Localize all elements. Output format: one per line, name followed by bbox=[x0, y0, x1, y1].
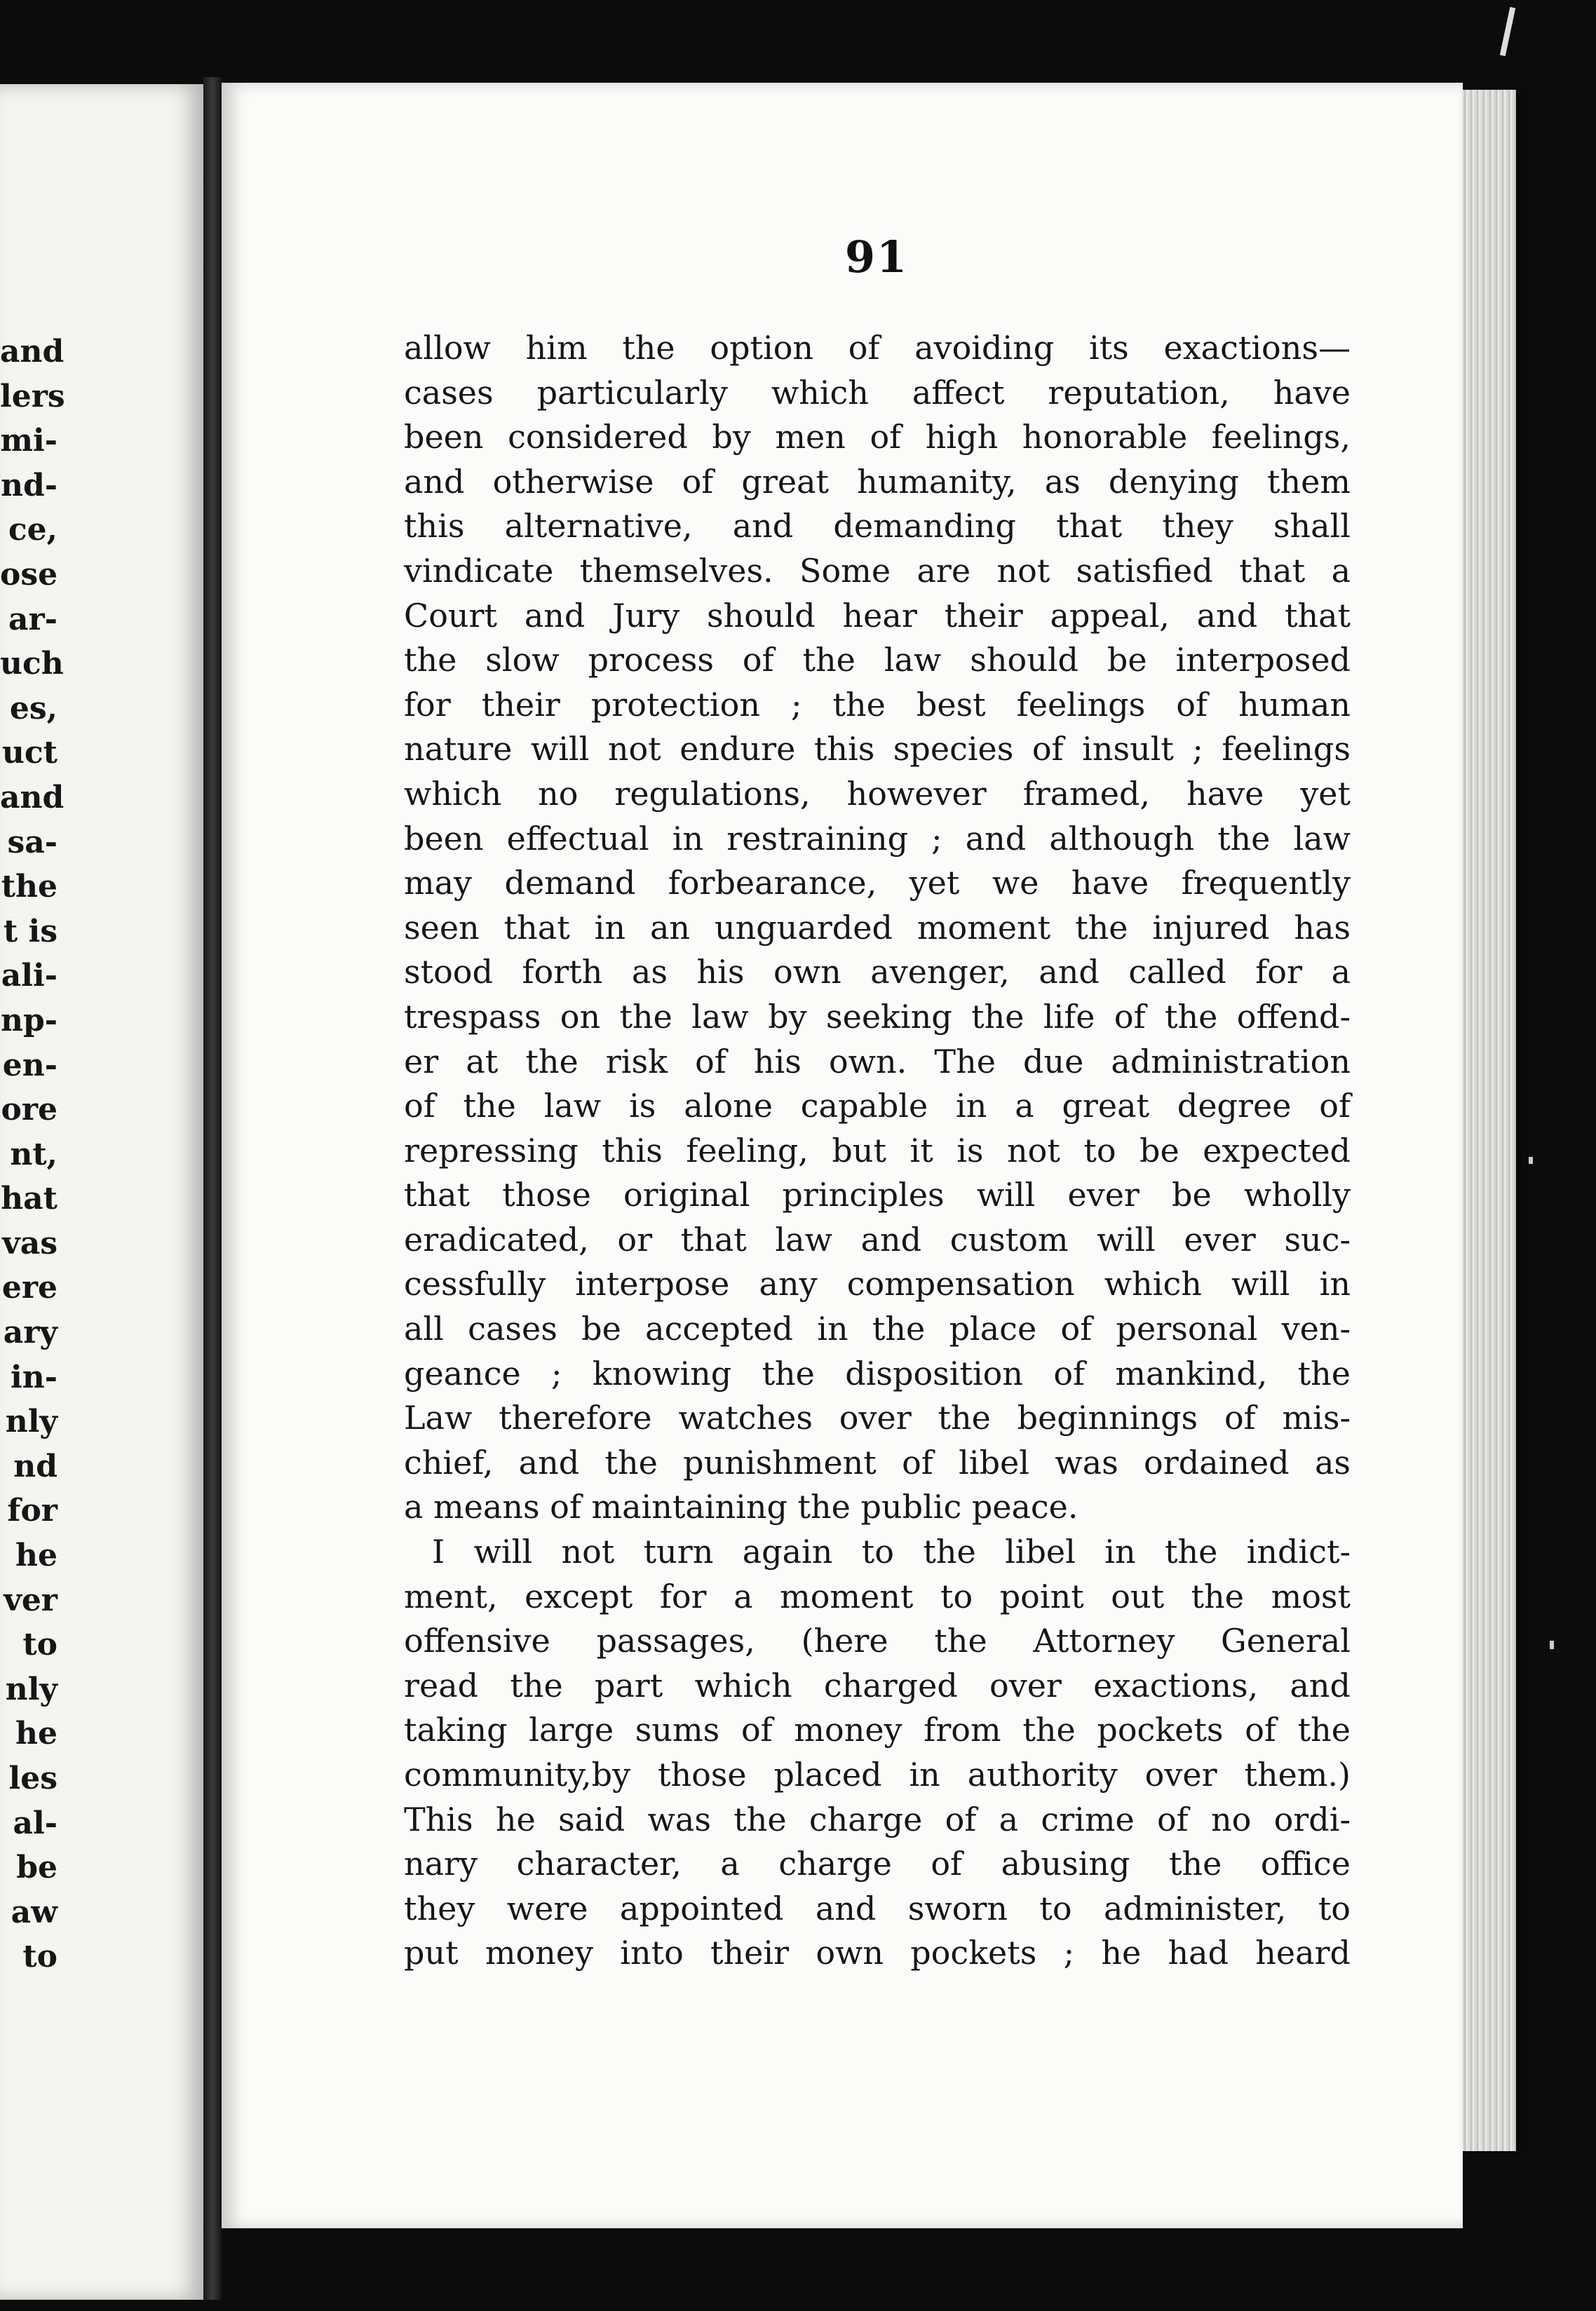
text-line: and otherwise of great humanity, as denying them bbox=[404, 462, 1351, 501]
text-line: cases particularly which affect reputation, have bbox=[404, 373, 1351, 412]
text-line: community,by those placed in authority over them.) bbox=[404, 1756, 1351, 1794]
text-line: cessfully interpose any compensation which will in bbox=[404, 1265, 1351, 1303]
fragment-line: en- bbox=[2, 1047, 58, 1083]
fragment-line: the bbox=[1, 869, 58, 905]
text-line: this alternative, and demanding that they shall bbox=[404, 507, 1351, 545]
text-line: all cases be accepted in the place of personal ven- bbox=[404, 1310, 1351, 1348]
text-line: that those original principles will ever be wholly bbox=[404, 1176, 1351, 1214]
fragment-line: es, bbox=[9, 690, 58, 726]
text-line: been effectual in restraining ; and although the law bbox=[404, 819, 1351, 858]
text-line: may demand forbearance, yet we have frequently bbox=[404, 864, 1351, 902]
fragment-line: aw bbox=[11, 1894, 58, 1930]
text-line: stood forth as his own avenger, and called for a bbox=[404, 953, 1351, 991]
text-line: allow him the option of avoiding its exactions— bbox=[404, 329, 1351, 367]
text-line: they were appointed and sworn to administer, to bbox=[404, 1889, 1351, 1927]
text-line: of the law is alone capable in a great degree of bbox=[404, 1087, 1351, 1125]
fragment-line: lers bbox=[0, 378, 65, 414]
text-line: ment, except for a moment to point out the most bbox=[404, 1577, 1351, 1615]
fragment-line: ali- bbox=[1, 958, 58, 994]
text-line: read the part which charged over exactions, and bbox=[404, 1666, 1351, 1705]
fragment-line: be bbox=[16, 1850, 58, 1886]
text-line: Court and Jury should hear their appeal, and that bbox=[404, 596, 1351, 635]
text-line: eradicated, or that law and custom will ever suc- bbox=[404, 1220, 1351, 1259]
book-gutter bbox=[203, 77, 222, 2300]
fragment-line: np- bbox=[0, 1002, 58, 1038]
text-line: This he said was the charge of a crime of no ordi- bbox=[404, 1800, 1351, 1838]
fragment-line: nd bbox=[13, 1448, 58, 1484]
fragment-line: sa- bbox=[7, 824, 58, 860]
scan-artifact bbox=[1500, 7, 1515, 56]
text-line: geance ; knowing the disposition of mankind, the bbox=[404, 1354, 1351, 1392]
text-line: Law therefore watches over the beginnings of mis- bbox=[404, 1399, 1351, 1437]
fragment-line: for bbox=[7, 1493, 58, 1529]
text-line: seen that in an unguarded moment the injured has bbox=[404, 908, 1351, 947]
text-line: trespass on the law by seeking the life of the offend- bbox=[404, 997, 1351, 1036]
fragment-line: he bbox=[15, 1716, 58, 1752]
text-line: chief, and the punishment of libel was ordained as bbox=[404, 1443, 1351, 1482]
fragment-line: nd- bbox=[0, 467, 58, 503]
text-line: offensive passages, (here the Attorney General bbox=[404, 1622, 1351, 1660]
text-line: a means of maintaining the public peace. bbox=[404, 1488, 1078, 1526]
fragment-line: ary bbox=[3, 1315, 58, 1351]
text-line: put money into their own pockets ; he had heard bbox=[404, 1934, 1351, 1972]
fragment-line: and bbox=[0, 334, 65, 370]
text-line: repressing this feeling, but it is not to be expected bbox=[404, 1131, 1351, 1170]
fragment-line: t is bbox=[3, 913, 58, 949]
fragment-line: ver bbox=[4, 1582, 58, 1618]
facing-page-text-fragments bbox=[0, 330, 65, 1979]
text-line: nary character, a charge of abusing the office bbox=[404, 1845, 1351, 1883]
text-line: been considered by men of high honorable feelings, bbox=[404, 418, 1351, 456]
text-line: nature will not endure this species of insult ; feelings bbox=[404, 730, 1351, 768]
fragment-line: nt, bbox=[10, 1136, 58, 1172]
fragment-line: les bbox=[8, 1761, 58, 1796]
fragment-line: mi- bbox=[0, 423, 58, 459]
fragment-line: uct bbox=[1, 735, 58, 771]
scan-artifact bbox=[1529, 1157, 1533, 1164]
text-line: I will not turn again to the libel in the indict- bbox=[432, 1533, 1351, 1571]
scan-artifact bbox=[1550, 1641, 1554, 1649]
fragment-line: nly bbox=[5, 1671, 58, 1707]
text-line: vindicate themselves. Some are not satisfied that a bbox=[404, 551, 1351, 590]
text-line: taking large sums of money from the pockets of the bbox=[404, 1711, 1351, 1749]
page-edges bbox=[1463, 90, 1516, 2151]
page-number: 91 bbox=[844, 231, 909, 283]
fragment-line: in- bbox=[11, 1359, 58, 1395]
fragment-line: to bbox=[22, 1627, 58, 1663]
fragment-line: uch bbox=[0, 646, 64, 682]
text-line: er at the risk of his own. The due administration bbox=[404, 1042, 1351, 1080]
fragment-line: and bbox=[0, 779, 65, 815]
text-line: for their protection ; the best feelings of human bbox=[404, 685, 1351, 724]
text-line: the slow process of the law should be interposed bbox=[404, 641, 1351, 679]
fragment-line: to bbox=[22, 1939, 58, 1975]
fragment-line: al- bbox=[13, 1805, 58, 1841]
fragment-line: ce, bbox=[8, 512, 58, 548]
fragment-line: ose bbox=[0, 556, 58, 592]
page-body-text bbox=[404, 326, 1351, 1976]
fragment-line: nly bbox=[5, 1404, 58, 1440]
text-line: which no regulations, however framed, have yet bbox=[404, 774, 1351, 813]
fragment-line: hat bbox=[1, 1181, 58, 1217]
fragment-line: ere bbox=[1, 1270, 58, 1306]
fragment-line: he bbox=[15, 1538, 58, 1574]
fragment-line: ar- bbox=[8, 601, 58, 637]
fragment-line: ore bbox=[1, 1092, 58, 1128]
fragment-line: vas bbox=[2, 1225, 58, 1261]
